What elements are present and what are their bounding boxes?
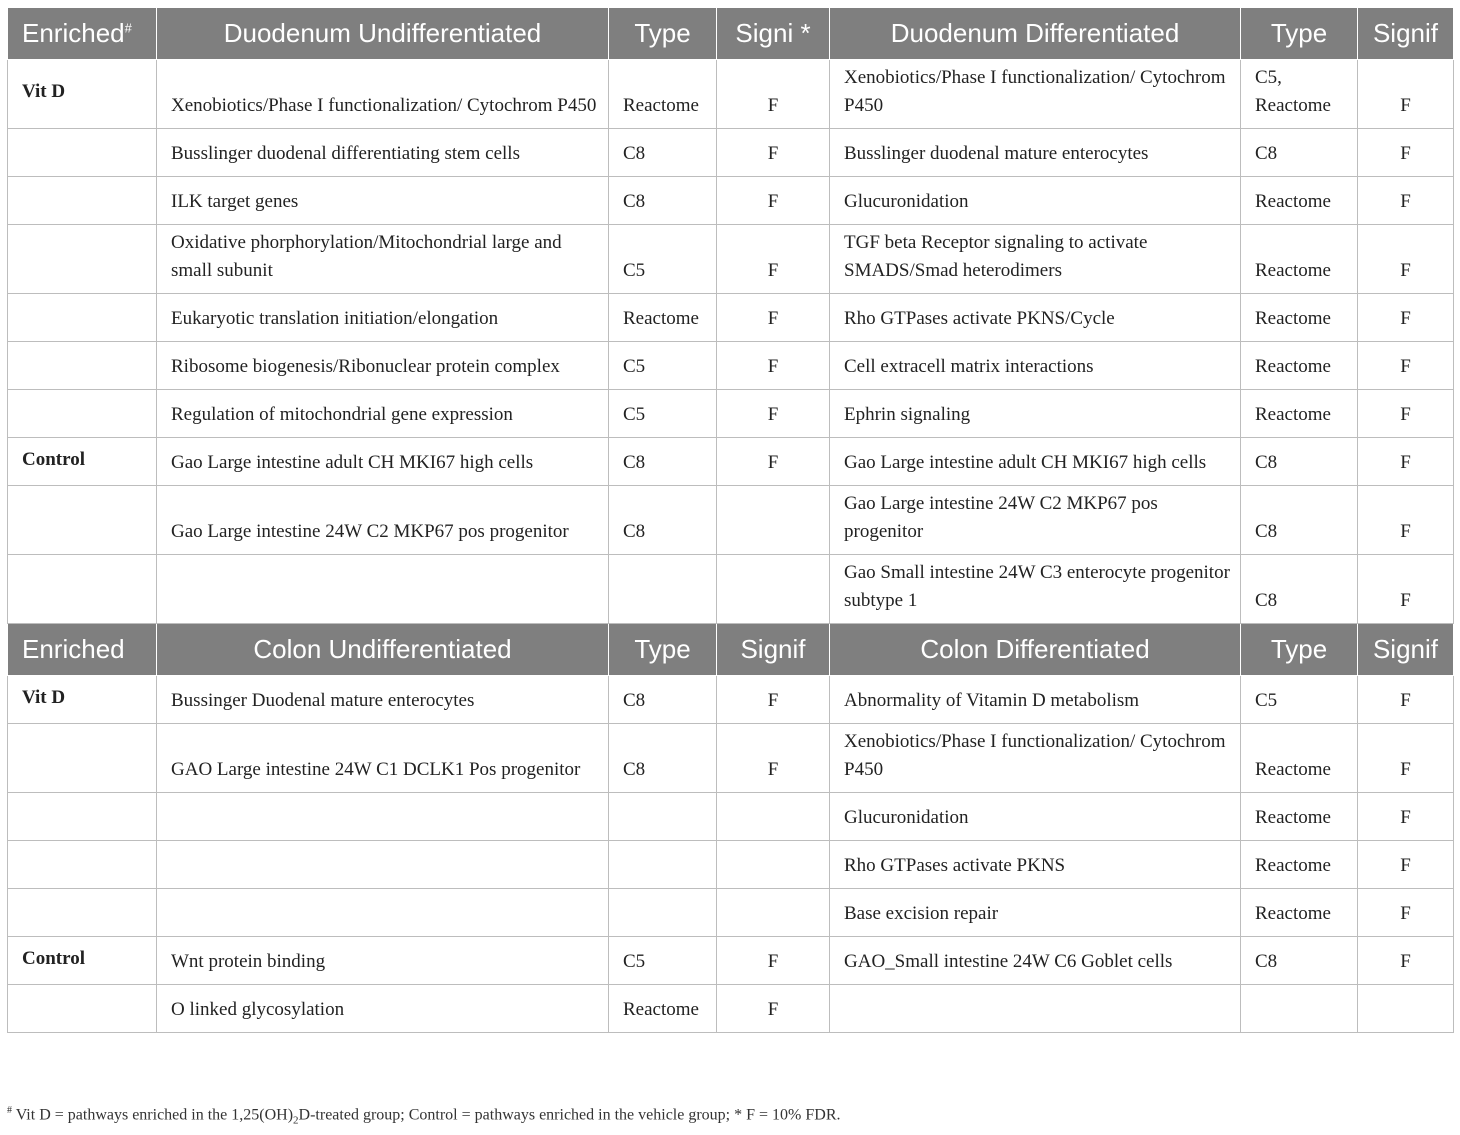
differentiated-pathway: Gao Large intestine adult CH MKI67 high cells (830, 438, 1241, 486)
table-row (8, 294, 1454, 342)
table-row (8, 486, 1454, 555)
duodenum-header-row (8, 8, 1454, 60)
differentiated-signif: F (1358, 177, 1454, 225)
undifferentiated-pathway: GAO Large intestine 24W C1 DCLK1 Pos progenitor (157, 724, 609, 793)
table-row (8, 793, 1454, 841)
differentiated-type: Reactome (1241, 294, 1358, 342)
footnote-mark: # (7, 1105, 12, 1116)
differentiated-type: C8 (1241, 555, 1358, 624)
table-row (8, 225, 1454, 294)
table-footnote (7, 1105, 1453, 1127)
undifferentiated-pathway: Busslinger duodenal differentiating stem cells (157, 129, 609, 177)
undifferentiated-signif (717, 793, 830, 841)
undifferentiated-type: C8 (609, 177, 717, 225)
undifferentiated-pathway: Xenobiotics/Phase I functionalization/ Cytochrom P450 (157, 60, 609, 129)
row-label (8, 225, 157, 294)
differentiated-type: Reactome (1241, 177, 1358, 225)
table-row (8, 676, 1454, 724)
differentiated-type: Reactome (1241, 724, 1358, 793)
header-type: Type (1241, 8, 1358, 60)
differentiated-signif: F (1358, 486, 1454, 555)
undifferentiated-pathway: Gao Large intestine 24W C2 MKP67 pos progenitor (157, 486, 609, 555)
footnote-text-2: D-treated group; Control = pathways enriched in the vehicle group; * F = 10% FDR. (298, 1106, 841, 1124)
footnote-subscript: 2 (293, 1114, 299, 1127)
differentiated-pathway: Busslinger duodenal mature enterocytes (830, 129, 1241, 177)
differentiated-signif: F (1358, 225, 1454, 294)
undifferentiated-type: C5 (609, 342, 717, 390)
undifferentiated-pathway: Eukaryotic translation initiation/elongation (157, 294, 609, 342)
row-label: Vit D (8, 676, 157, 724)
table-row (8, 841, 1454, 889)
undifferentiated-pathway (157, 555, 609, 624)
differentiated-pathway: Glucuronidation (830, 793, 1241, 841)
footnote-text-1: Vit D = pathways enriched in the 1,25(OH) (12, 1106, 294, 1124)
undifferentiated-pathway: Gao Large intestine adult CH MKI67 high cells (157, 438, 609, 486)
table-row (8, 555, 1454, 624)
differentiated-pathway: TGF beta Receptor signaling to activate SMADS/Smad heterodimers (830, 225, 1241, 294)
differentiated-type: C5 (1241, 676, 1358, 724)
undifferentiated-signif: F (717, 294, 830, 342)
differentiated-signif: F (1358, 937, 1454, 985)
header-significance: Signif (717, 624, 830, 676)
table-row (8, 390, 1454, 438)
undifferentiated-signif (717, 486, 830, 555)
table-row (8, 342, 1454, 390)
differentiated-type: Reactome (1241, 390, 1358, 438)
table-row (8, 438, 1454, 486)
header-significance: Signi * (717, 8, 830, 60)
undifferentiated-type: C8 (609, 129, 717, 177)
undifferentiated-signif: F (717, 937, 830, 985)
table-row (8, 889, 1454, 937)
differentiated-signif: F (1358, 129, 1454, 177)
undifferentiated-pathway: O linked glycosylation (157, 985, 609, 1033)
differentiated-type: C8 (1241, 438, 1358, 486)
undifferentiated-pathway: Oxidative phorphorylation/Mitochondrial large and small subunit (157, 225, 609, 294)
differentiated-pathway: Glucuronidation (830, 177, 1241, 225)
row-label (8, 985, 157, 1033)
undifferentiated-signif (717, 555, 830, 624)
differentiated-type: Reactome (1241, 342, 1358, 390)
differentiated-pathway: Abnormality of Vitamin D metabolism (830, 676, 1241, 724)
undifferentiated-type: C8 (609, 486, 717, 555)
differentiated-type: Reactome (1241, 225, 1358, 294)
table-row (8, 177, 1454, 225)
differentiated-signif: F (1358, 60, 1454, 129)
table-row (8, 937, 1454, 985)
undifferentiated-type: Reactome (609, 985, 717, 1033)
undifferentiated-type: C8 (609, 724, 717, 793)
differentiated-signif: F (1358, 724, 1454, 793)
undifferentiated-signif: F (717, 129, 830, 177)
differentiated-signif (1358, 985, 1454, 1033)
differentiated-signif: F (1358, 342, 1454, 390)
differentiated-signif: F (1358, 294, 1454, 342)
header-colon-undifferentiated: Colon Undifferentiated (157, 624, 609, 676)
undifferentiated-type: Reactome (609, 294, 717, 342)
differentiated-type (1241, 985, 1358, 1033)
undifferentiated-signif: F (717, 342, 830, 390)
row-label (8, 841, 157, 889)
row-label (8, 555, 157, 624)
undifferentiated-type: C5 (609, 390, 717, 438)
undifferentiated-pathway: Regulation of mitochondrial gene expression (157, 390, 609, 438)
header-significance: Signif (1358, 624, 1454, 676)
differentiated-pathway: Gao Small intestine 24W C3 enterocyte progenitor subtype 1 (830, 555, 1241, 624)
differentiated-type: C5, Reactome (1241, 60, 1358, 129)
row-label (8, 390, 157, 438)
undifferentiated-type (609, 555, 717, 624)
undifferentiated-signif: F (717, 177, 830, 225)
differentiated-pathway: Base excision repair (830, 889, 1241, 937)
undifferentiated-pathway: Bussinger Duodenal mature enterocytes (157, 676, 609, 724)
row-label (8, 793, 157, 841)
header-type: Type (609, 624, 717, 676)
differentiated-type: C8 (1241, 486, 1358, 555)
row-label (8, 342, 157, 390)
row-label (8, 129, 157, 177)
differentiated-pathway: GAO_Small intestine 24W C6 Goblet cells (830, 937, 1241, 985)
differentiated-type: Reactome (1241, 889, 1358, 937)
differentiated-pathway: Cell extracell matrix interactions (830, 342, 1241, 390)
differentiated-signif: F (1358, 889, 1454, 937)
row-label: Control (8, 438, 157, 486)
row-label (8, 294, 157, 342)
undifferentiated-type (609, 889, 717, 937)
undifferentiated-signif: F (717, 438, 830, 486)
differentiated-pathway (830, 985, 1241, 1033)
undifferentiated-signif: F (717, 724, 830, 793)
undifferentiated-type: C8 (609, 438, 717, 486)
row-label (8, 889, 157, 937)
undifferentiated-pathway (157, 889, 609, 937)
row-label: Control (8, 937, 157, 985)
header-type: Type (609, 8, 717, 60)
undifferentiated-signif: F (717, 225, 830, 294)
undifferentiated-type: C5 (609, 225, 717, 294)
header-significance: Signif (1358, 8, 1454, 60)
undifferentiated-type (609, 841, 717, 889)
differentiated-signif: F (1358, 841, 1454, 889)
differentiated-pathway: Xenobiotics/Phase I functionalization/ Cytochrom P450 (830, 724, 1241, 793)
header-duodenum-differentiated: Duodenum Differentiated (830, 8, 1241, 60)
differentiated-signif: F (1358, 438, 1454, 486)
row-label: Vit D (8, 60, 157, 129)
row-label (8, 724, 157, 793)
differentiated-signif: F (1358, 390, 1454, 438)
row-label (8, 486, 157, 555)
row-label (8, 177, 157, 225)
table-row (8, 985, 1454, 1033)
differentiated-type: C8 (1241, 129, 1358, 177)
undifferentiated-signif: F (717, 390, 830, 438)
undifferentiated-pathway (157, 841, 609, 889)
differentiated-pathway: Gao Large intestine 24W C2 MKP67 pos progenitor (830, 486, 1241, 555)
differentiated-type: Reactome (1241, 793, 1358, 841)
enrichment-table (7, 7, 1454, 1033)
header-colon-differentiated: Colon Differentiated (830, 624, 1241, 676)
differentiated-pathway: Xenobiotics/Phase I functionalization/ Cytochrom P450 (830, 60, 1241, 129)
undifferentiated-pathway (157, 793, 609, 841)
undifferentiated-signif (717, 841, 830, 889)
undifferentiated-type: C5 (609, 937, 717, 985)
differentiated-type: Reactome (1241, 841, 1358, 889)
colon-header-row (8, 624, 1454, 676)
undifferentiated-pathway: Wnt protein binding (157, 937, 609, 985)
undifferentiated-signif: F (717, 60, 830, 129)
header-enriched-mark: # (124, 20, 132, 36)
differentiated-type: C8 (1241, 937, 1358, 985)
table-row (8, 129, 1454, 177)
header-enriched: Enriched (8, 624, 157, 676)
undifferentiated-type: Reactome (609, 60, 717, 129)
undifferentiated-type (609, 793, 717, 841)
header-enriched: Enriched# (8, 8, 157, 60)
header-duodenum-undifferentiated: Duodenum Undifferentiated (157, 8, 609, 60)
differentiated-pathway: Ephrin signaling (830, 390, 1241, 438)
differentiated-signif: F (1358, 555, 1454, 624)
undifferentiated-type: C8 (609, 676, 717, 724)
differentiated-signif: F (1358, 793, 1454, 841)
undifferentiated-signif (717, 889, 830, 937)
differentiated-pathway: Rho GTPases activate PKNS/Cycle (830, 294, 1241, 342)
undifferentiated-signif: F (717, 985, 830, 1033)
undifferentiated-pathway: ILK target genes (157, 177, 609, 225)
table-row (8, 724, 1454, 793)
header-type: Type (1241, 624, 1358, 676)
differentiated-signif: F (1358, 676, 1454, 724)
differentiated-pathway: Rho GTPases activate PKNS (830, 841, 1241, 889)
undifferentiated-pathway: Ribosome biogenesis/Ribonuclear protein complex (157, 342, 609, 390)
table-row (8, 60, 1454, 129)
undifferentiated-signif: F (717, 676, 830, 724)
